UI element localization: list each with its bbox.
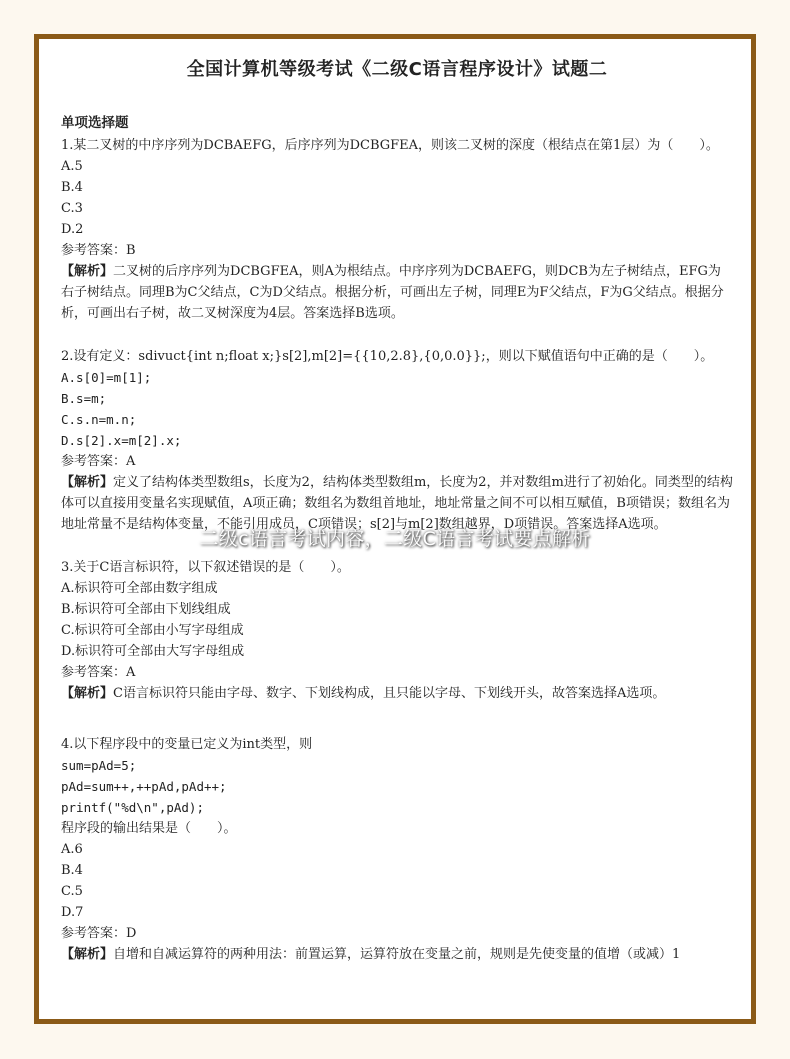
- analysis-text: 二叉树的后序序列为DCBGFEA，则A为根结点。中序序列为DCBAEFG，则DCB为左子树结点，EFG为右子树结点。同理B为C父结点，C为D父结点。根据分析，可画出左子树，同理E为F父结点，F为G父结点。根据分析，可画出右子树，故二叉树深度为4层。答案选择B选项。: [61, 264, 724, 321]
- option-d: D.2: [61, 222, 84, 237]
- reference-answer: 参考答案：D: [61, 926, 137, 941]
- option-d: D.7: [61, 905, 84, 920]
- analysis-tag: 【解析】: [61, 264, 114, 279]
- analysis: [61, 261, 733, 324]
- question-3: [61, 557, 733, 704]
- analysis-text: 自增和自减运算符的两种用法：前置运算，运算符放在变量之前，规则是先使变量的值增（或减）1: [113, 947, 681, 962]
- overlay-caption: 二级c语言考试内容，二级C语言考试要点解析: [199, 528, 591, 550]
- question-4: [61, 734, 733, 965]
- reference-answer: 参考答案：A: [61, 665, 136, 680]
- analysis: [61, 683, 733, 704]
- question-2: [61, 346, 733, 535]
- reference-answer: 参考答案：B: [61, 243, 136, 258]
- code-line: pAd=sum++,++pAd,pAd++;: [61, 779, 227, 794]
- option-c: C.标识符可全部由小写字母组成: [61, 623, 244, 638]
- analysis-tag: 【解析】: [61, 947, 114, 962]
- question-stem: 1.某二叉树的中序序列为DCBAEFG，后序序列为DCBGFEA，则该二叉树的深度（根结点在第1层）为（ ）。: [61, 138, 719, 153]
- question-stem-continued: 程序段的输出结果是（ ）。: [61, 821, 237, 836]
- code-line: sum=pAd=5;: [61, 758, 137, 773]
- analysis-tag: 【解析】: [61, 475, 114, 490]
- option-a: A.标识符可全部由数字组成: [61, 581, 218, 596]
- document-content: [39, 39, 751, 965]
- analysis-text: C语言标识符只能由字母、数字、下划线构成，且只能以字母、下划线开头，故答案选择A选项。: [113, 686, 666, 701]
- option-b: B.4: [61, 180, 83, 195]
- option-b: B.标识符可全部由下划线组成: [61, 602, 231, 617]
- analysis: [61, 944, 733, 965]
- analysis-tag: 【解析】: [61, 686, 114, 701]
- reference-answer: 参考答案：A: [61, 454, 136, 469]
- analysis-text: 定义了结构体类型数组s，长度为2，结构体类型数组m，长度为2，并对数组m进行了初始化。同类型的结构体可以直接用变量名实现赋值，A项正确；数组名为数组首地址，地址常量之间不可以相互赋值，B项错误；数组名为地址常量不是结构体变量，不能引用成员，C项错误；s[2]与m[2]数组越界，D项错误。答案选择A选项。: [61, 475, 733, 532]
- option-c: C.5: [61, 884, 83, 899]
- option-d: D.s[2].x=m[2].x;: [61, 433, 182, 448]
- code-line: printf("%d\n",pAd);: [61, 800, 204, 815]
- option-d: D.标识符可全部由大写字母组成: [61, 644, 245, 659]
- option-c: C.3: [61, 201, 83, 216]
- question-1: [61, 135, 733, 324]
- option-c: C.s.n=m.n;: [61, 412, 137, 427]
- option-b: B.4: [61, 863, 83, 878]
- question-stem: 2.设有定义：sdivuct{int n;float x;}s[2],m[2]={{10,2.8},{0,0.0}};，则以下赋值语句中正确的是（ ）。: [61, 349, 714, 364]
- document-title: 全国计算机等级考试《二级C语言程序设计》试题二: [186, 59, 608, 80]
- option-b: B.s=m;: [61, 391, 107, 406]
- option-a: A.5: [61, 159, 83, 174]
- option-a: A.6: [61, 842, 83, 857]
- question-stem: 3.关于C语言标识符，以下叙述错误的是（ ）。: [61, 560, 350, 575]
- section-title: 单项选择题: [61, 115, 129, 131]
- question-stem: 4.以下程序段中的变量已定义为int类型，则: [61, 737, 313, 752]
- option-a: A.s[0]=m[1];: [61, 370, 152, 385]
